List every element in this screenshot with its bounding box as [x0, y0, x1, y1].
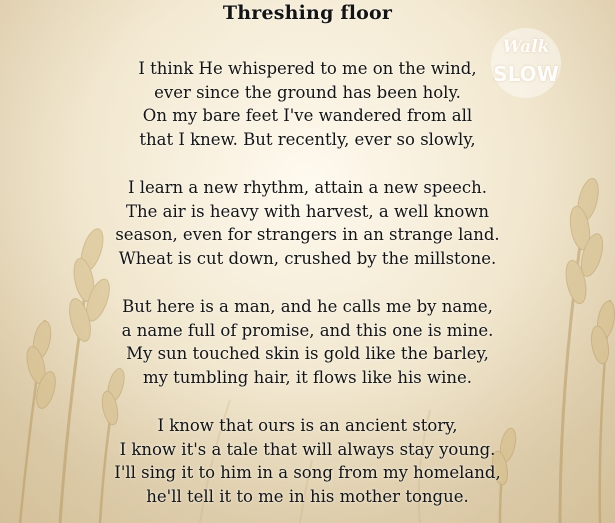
stanza-4	[0, 414, 615, 508]
poem-line: I'll sing it to him in a song from my homeland,	[114, 463, 501, 483]
walk-slow-logo	[491, 28, 561, 98]
poem-line: My sun touched skin is gold like the barley,	[126, 344, 489, 364]
poem-line: The air is heavy with harvest, a well known	[126, 201, 489, 221]
poem-line: Wheat is cut down, crushed by the millstone.	[118, 248, 497, 268]
poem-title: Threshing floor	[222, 2, 393, 24]
poem-line: season, even for strangers in an strange land.	[115, 225, 500, 245]
logo-line-slow: SLOW	[493, 62, 559, 86]
poem-line: I know that ours is an ancient story,	[157, 416, 458, 435]
poem-line: he'll tell it to me in his mother tongue.	[146, 486, 469, 506]
stanza-2	[0, 176, 615, 270]
poem-line: I know it's a tale that will always stay young.	[119, 439, 496, 459]
poem-line: ever since the ground has been holy.	[154, 82, 461, 102]
poem-line: But here is a man, and he calls me by name,	[122, 297, 493, 316]
poem-line: that I knew. But recently, ever so slowly,	[139, 129, 476, 149]
poem-line: On my bare feet I've wandered from all	[142, 106, 473, 126]
poem-line: I think He whispered to me on the wind,	[138, 59, 477, 78]
poem-line: I learn a new rhythm, attain a new speech.	[127, 178, 488, 197]
poem-line: a name full of promise, and this one is mine.	[121, 320, 494, 340]
logo-line-walk: Walk	[502, 37, 550, 57]
poem-line: my tumbling hair, it flows like his wine.	[142, 367, 473, 387]
stanza-3	[0, 295, 615, 389]
